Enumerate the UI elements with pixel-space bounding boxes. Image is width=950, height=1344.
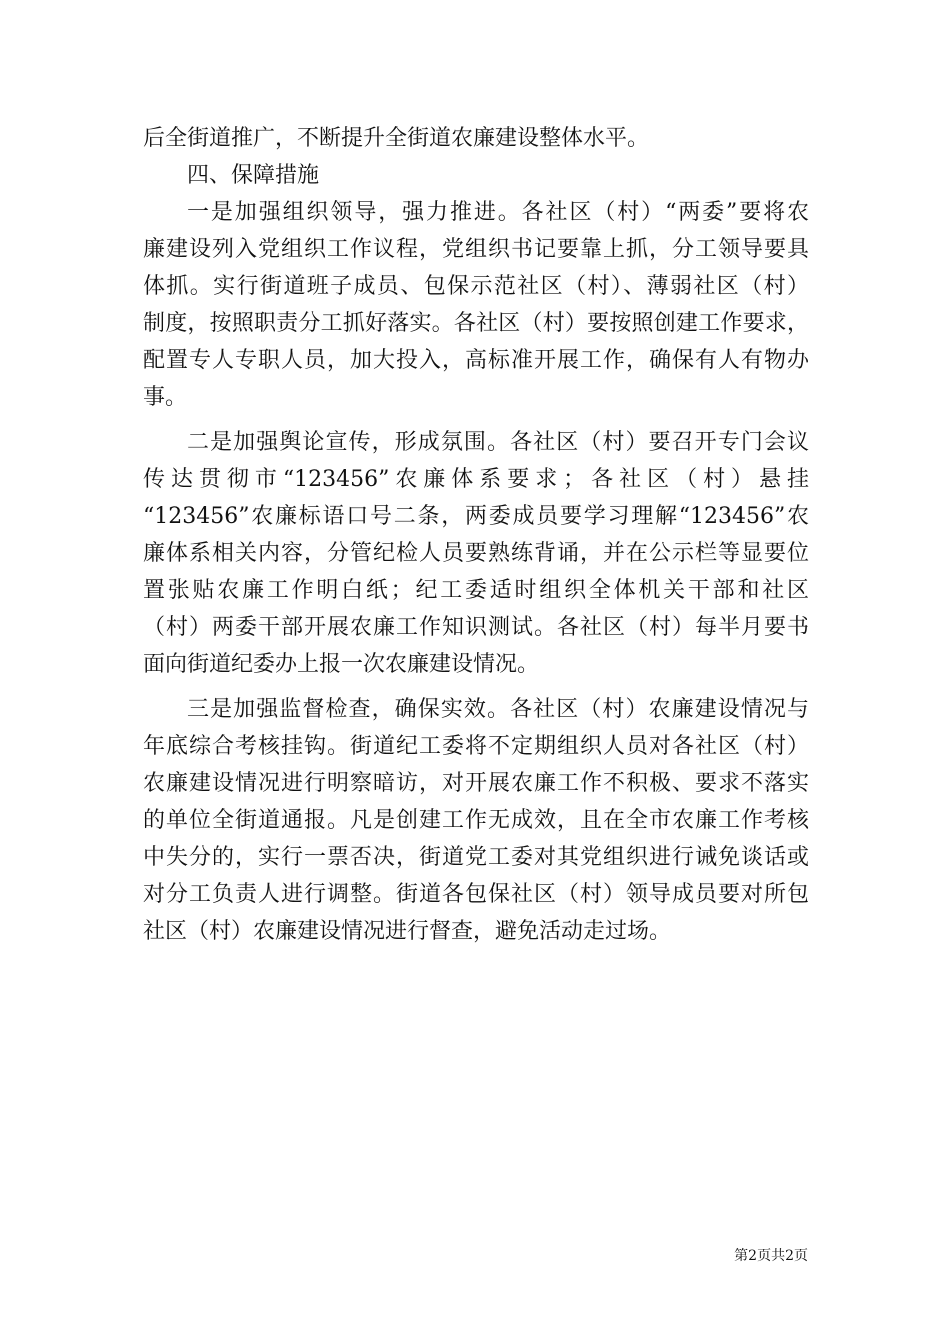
page-number-footer: 第2页共2页 [734, 1248, 808, 1264]
paragraph-gap [143, 416, 809, 424]
text-line: 二是加强舆论宣传，形成氛围。各社区（村）要召开专门会议 [187, 430, 809, 455]
text-line: 廉建设列入党组织工作议程，党组织书记要靠上抓，分工领导要具 [143, 237, 809, 262]
text-line: 置张贴农廉工作明白纸；纪工委适时组织全体机关干部和社区 [143, 578, 809, 603]
text-line: 中失分的，实行一票否决，街道党工委对其党组织进行诫免谈话或 [143, 845, 809, 870]
text-line: 传达贯彻市“123456”农廉体系要求；各社区（村）悬挂 [143, 467, 809, 492]
text-line: 面向街道纪委办上报一次农廉建设情况。 [143, 652, 540, 677]
text-line: 对分工负责人进行调整。街道各包保社区（村）领导成员要对所包 [143, 882, 809, 907]
section-heading: 四、保障措施 [187, 163, 320, 188]
text-line: 三是加强监督检查，确保实效。各社区（村）农廉建设情况与 [187, 697, 809, 722]
text-line: 事。 [143, 385, 188, 410]
text-line: 廉体系相关内容，分管纪检人员要熟练背诵，并在公示栏等显要位 [143, 541, 809, 566]
text-line: 年底综合考核挂钩。街道纪工委将不定期组织人员对各社区（村） [143, 734, 809, 759]
text-line: 后全街道推广，不断提升全街道农廉建设整体水平。 [143, 126, 650, 151]
text-line: 一是加强组织领导，强力推进。各社区（村）“两委”要将农 [187, 200, 809, 225]
document-body [143, 120, 809, 950]
text-line: 社区（村）农廉建设情况进行督查，避免活动走过场。 [143, 919, 672, 944]
text-line: 配置专人专职人员，加大投入，高标准开展工作，确保有人有物办 [143, 348, 809, 373]
text-line: 的单位全街道通报。凡是创建工作无成效，且在全市农廉工作考核 [143, 808, 809, 833]
text-line: “123456”农廉标语口号二条，两委成员要学习理解“123456”农 [143, 504, 809, 529]
text-line: 农廉建设情况进行明察暗访，对开展农廉工作不积极、要求不落实 [143, 771, 809, 796]
text-line: 体抓。实行街道班子成员、包保示范社区（村）、薄弱社区（村） [143, 274, 809, 299]
text-line: 制度，按照职责分工抓好落实。各社区（村）要按照创建工作要求， [143, 311, 809, 336]
text-line: （村）两委干部开展农廉工作知识测试。各社区（村）每半月要书 [143, 615, 809, 640]
paragraph-gap [143, 683, 809, 691]
